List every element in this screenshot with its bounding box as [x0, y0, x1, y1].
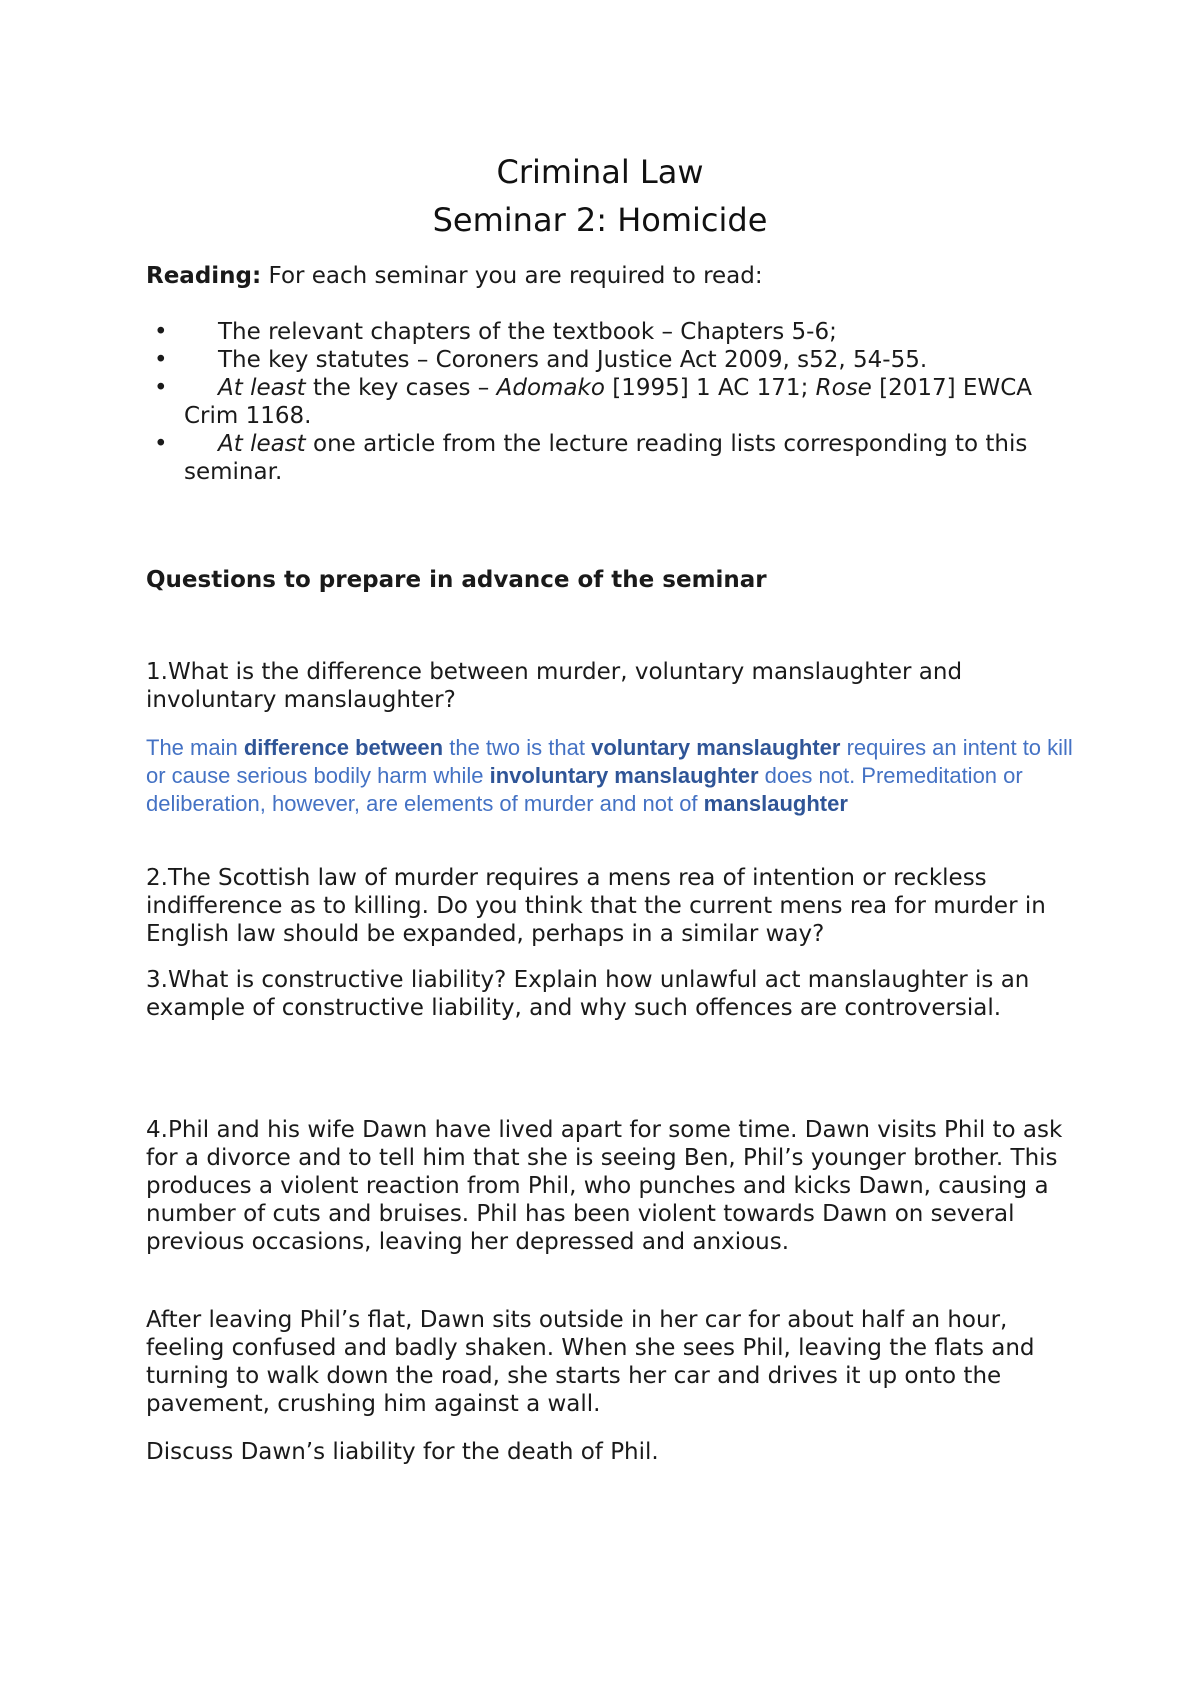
reading-intro [146, 262, 1076, 290]
bullet-icon: • [154, 347, 168, 373]
document-subtitle: Seminar 2: Homicide [432, 201, 768, 239]
reading-item-text: [1995] 1 AC 171; [604, 375, 816, 401]
reading-list [146, 318, 1076, 486]
question-1: 1.What is the difference between murder, voluntary manslaughter and involuntary manslaughter? [146, 659, 963, 713]
reading-item-text: [2017] EWCA Crim 1168. [184, 375, 1032, 429]
answer-text: The main [146, 735, 244, 760]
reading-label: Reading: [146, 263, 262, 289]
answer-keyword: involuntary manslaughter [489, 763, 759, 788]
reading-list-item [146, 430, 1076, 486]
reading-item-text: Rose [815, 375, 872, 401]
document-title: Criminal Law [496, 153, 704, 191]
answer-text: the two is that [443, 735, 592, 760]
reading-item-text: At least [218, 375, 306, 401]
question-4-paragraph-2: After leaving Phil’s flat, Dawn sits outside in her car for about half an hour, feeling confused and badly shaken. When she sees Phil, leaving the flats and turning to walk down the road, she starts her car and drives it up onto the pavement, crushing him against a wall. [146, 1307, 1035, 1417]
reading-list-item [146, 374, 1076, 430]
question-4-paragraph-3: Discuss Dawn’s liability for the death of Phil. [146, 1439, 659, 1465]
bullet-icon: • [154, 431, 168, 457]
answer-keyword: voluntary manslaughter [591, 735, 841, 760]
question-3: 3.What is constructive liability? Explain how unlawful act manslaughter is an example of constructive liability, and why such offences are controversial. [146, 967, 1030, 1021]
bullet-icon: • [154, 319, 168, 345]
bullet-icon: • [154, 375, 168, 401]
reading-text: For each seminar you are required to read: [261, 263, 763, 289]
answer-text: does not. Premeditation or deliberation, however, are elements of murder and not of [146, 763, 1023, 816]
reading-item-text: At least [218, 431, 306, 457]
question-2: 2.The Scottish law of murder requires a mens rea of intention or reckless indifference as to killing. Do you think that the current mens rea for murder in English law should be expanded, perhaps in a similar way? [146, 865, 1046, 947]
questions-heading: Questions to prepare in advance of the seminar [146, 567, 767, 593]
answer-text: requires an intent to kill or cause serious bodily harm while [146, 735, 1073, 788]
reading-item-text: The relevant chapters of the textbook – Chapters 5-6; [218, 319, 837, 345]
reading-list-item [146, 318, 1076, 346]
reading-item-text: the key cases – [305, 375, 497, 401]
reading-item-text: one article from the lecture reading lists corresponding to this seminar. [184, 431, 1028, 485]
reading-list-item [146, 346, 1076, 374]
question-4-paragraph-1: 4.Phil and his wife Dawn have lived apart for some time. Dawn visits Phil to ask for a divorce and to tell him that she is seeing Ben, Phil’s younger brother. This produces a violent reaction from Phil, who punches and kicks Dawn, causing a number of cuts and bruises. Phil has been violent towards Dawn on several previous occasions, leaving her depressed and anxious. [146, 1117, 1063, 1255]
answer-keyword: manslaughter [703, 791, 848, 816]
reading-item-text: Adomako [496, 375, 605, 401]
answer-1 [146, 734, 1076, 818]
reading-item-text: The key statutes – Coroners and Justice Act 2009, s52, 54-55. [218, 347, 928, 373]
answer-keyword: difference between [243, 735, 444, 760]
